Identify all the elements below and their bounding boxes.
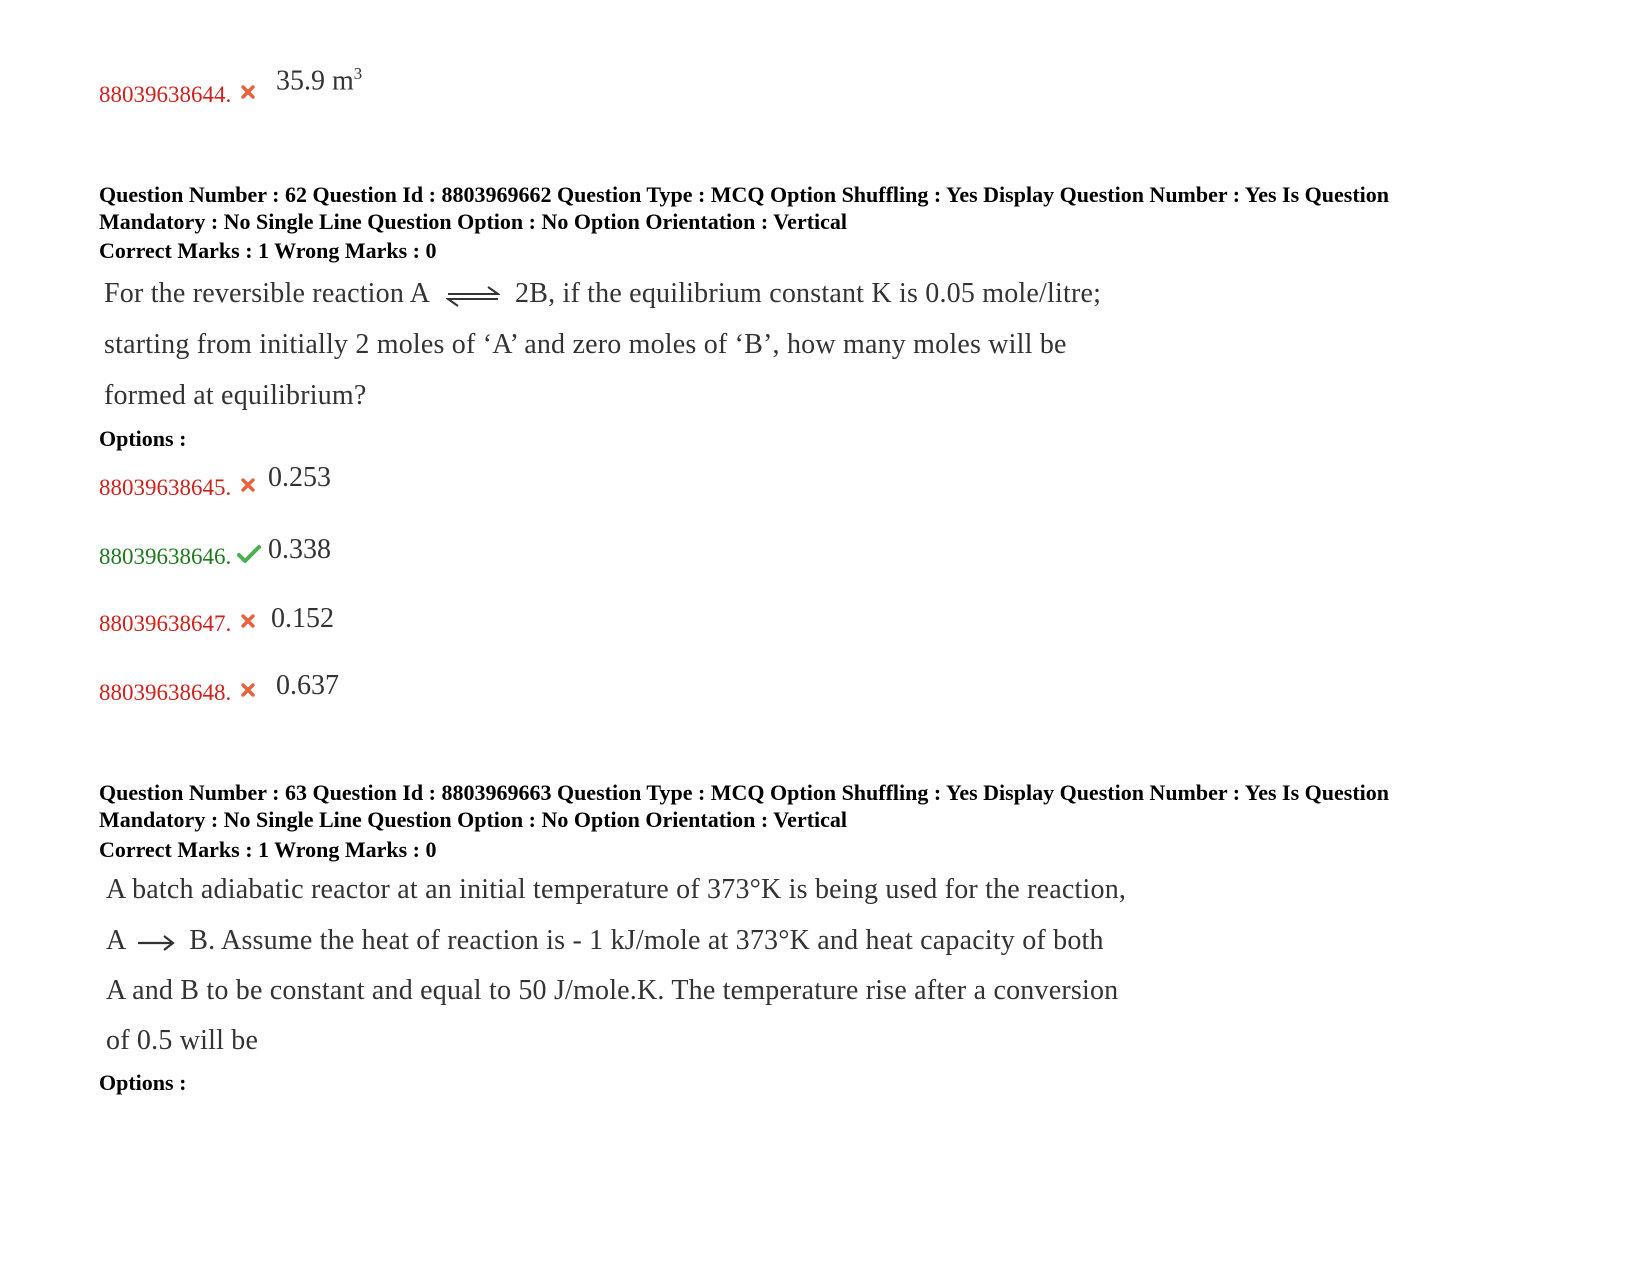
question-62-marks: Correct Marks : 1 Wrong Marks : 0: [99, 238, 437, 263]
equilibrium-arrow-icon: [446, 285, 500, 307]
question-63-text-line-2: A B. Assume the heat of reaction is - 1 kJ/mole at 373°K and heat capacity of both: [106, 925, 1104, 956]
question-63-text-line-4: of 0.5 will be: [106, 1025, 259, 1056]
options-label: Options :: [99, 1070, 187, 1095]
option-id: 88039638644.: [99, 82, 232, 107]
option-value: 0.637: [276, 670, 339, 701]
option-value: 35.9 $m^3$: [276, 64, 363, 97]
right-arrow-icon: [136, 933, 176, 953]
question-62-text-line-3: formed at equilibrium?: [104, 380, 367, 411]
option-value: 0.152: [271, 603, 334, 634]
question-62-text-line-1: For the reversible reaction A 2B, if the equilibrium constant K is 0.05 mole/litre;: [104, 278, 1102, 309]
option-id: 88039638646.: [99, 544, 232, 569]
question-63-meta: Question Number : 63 Question Id : 8803969663 Question Type : MCQ Option Shuffling : Yes Display Question Number : Yes Is Question Mandatory : No Single Line Question Option : No Option Orientation : Vertical: [99, 780, 1389, 832]
question-62-meta: Question Number : 62 Question Id : 8803969662 Question Type : MCQ Option Shuffling : Yes Display Question Number : Yes Is Question Mandatory : No Single Line Question Option : No Option Orientation : Vertical: [99, 182, 1389, 234]
question-62-text-line-2: starting from initially 2 moles of ‘A’ and zero moles of ‘B’, how many moles will be: [104, 329, 1067, 360]
option-id: 88039638645.: [99, 475, 232, 500]
check-icon: [237, 544, 261, 564]
cross-icon: [240, 84, 256, 100]
question-63-text-line-1: A batch adiabatic reactor at an initial temperature of 373°K is being used for the reaction,: [106, 874, 1127, 905]
option-id: 88039638647.: [99, 611, 232, 636]
option-value: 0.338: [268, 534, 331, 565]
cross-icon: [240, 682, 256, 698]
question-63-marks: Correct Marks : 1 Wrong Marks : 0: [99, 837, 437, 862]
question-63-text-line-3: A and B to be constant and equal to 50 J/mole.K. The temperature rise after a conversion: [106, 975, 1119, 1006]
option-value: 0.253: [268, 462, 331, 493]
cross-icon: [240, 613, 256, 629]
option-id: 88039638648.: [99, 680, 232, 705]
cross-icon: [240, 477, 256, 493]
options-label: Options :: [99, 426, 187, 451]
